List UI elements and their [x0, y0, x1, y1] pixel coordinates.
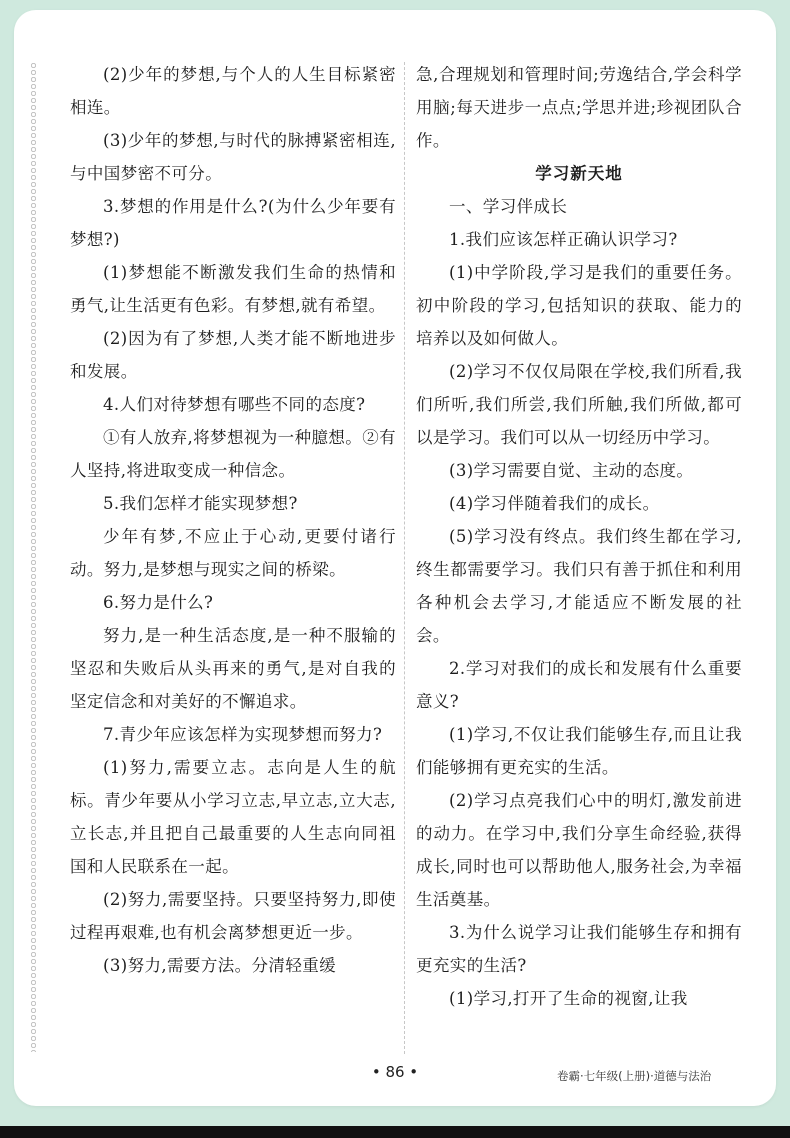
left-paragraph: (2)因为有了梦想,人类才能不断地进步和发展。 [70, 329, 396, 381]
subsection-heading: 一、学习伴成长 [449, 197, 568, 216]
right-paragraph: (1)学习,不仅让我们能够生存,而且让我们能够拥有更充实的生活。 [416, 725, 742, 777]
right-paragraph: (2)学习点亮我们心中的明灯,激发前进的动力。在学习中,我们分享生命经验,获得成长,同时也可以帮助他人,服务社会,为幸福生活奠基。 [416, 791, 742, 909]
right-column [416, 58, 742, 1015]
right-question: 3.为什么说学习让我们能够生存和拥有更充实的生活? [416, 923, 742, 975]
right-paragraph: (1)中学阶段,学习是我们的重要任务。初中阶段的学习,包括知识的获取、能力的培养以及如何做人。 [416, 263, 742, 348]
left-question: 7.青少年应该怎样为实现梦想而努力? [103, 725, 383, 744]
page-number: • 86 • [371, 1063, 419, 1081]
left-question: 4.人们对待梦想有哪些不同的态度? [103, 395, 366, 414]
book-title: 卷霸·七年级(上册)·道德与法治 [557, 1069, 712, 1083]
right-paragraph: (5)学习没有终点。我们终生都在学习,终生都需要学习。我们只有善于抓住和利用各种机会去学习,才能适应不断发展的社会。 [416, 527, 742, 645]
left-paragraph: (2)少年的梦想,与个人的人生目标紧密相连。 [70, 65, 396, 117]
left-paragraph: (3)少年的梦想,与时代的脉搏紧密相连,与中国梦密不可分。 [70, 131, 396, 183]
left-question: 5.我们怎样才能实现梦想? [103, 494, 298, 513]
column-divider [404, 62, 405, 1054]
binding-chain-decoration [30, 62, 37, 1052]
left-question: 3.梦想的作用是什么?(为什么少年要有梦想?) [70, 197, 396, 249]
left-paragraph: (2)努力,需要坚持。只要坚持努力,即使过程再艰难,也有机会离梦想更近一步。 [70, 890, 396, 942]
right-paragraph: (1)学习,打开了生命的视窗,让我 [449, 989, 688, 1008]
right-paragraph: (3)学习需要自觉、主动的态度。 [449, 461, 694, 480]
right-paragraph: (4)学习伴随着我们的成长。 [449, 494, 660, 513]
left-paragraph: (1)梦想能不断激发我们生命的热情和勇气,让生活更有色彩。有梦想,就有希望。 [70, 263, 396, 315]
right-question: 2.学习对我们的成长和发展有什么重要意义? [416, 659, 742, 711]
left-question: 6.努力是什么? [103, 593, 214, 612]
bottom-band [0, 1126, 790, 1138]
left-paragraph: 努力,是一种生活态度,是一种不服输的坚忍和失败后从头再来的勇气,是对自我的坚定信念和对美好的不懈追求。 [70, 626, 396, 711]
right-paragraph: 急,合理规划和管理时间;劳逸结合,学会科学用脑;每天进步一点点;学思并进;珍视团队合作。 [416, 65, 742, 150]
left-paragraph: 少年有梦,不应止于心动,更要付诸行动。努力,是梦想与现实之间的桥梁。 [70, 527, 396, 579]
left-paragraph: ①有人放弃,将梦想视为一种臆想。②有人坚持,将进取变成一种信念。 [70, 428, 396, 480]
left-paragraph: (3)努力,需要方法。分清轻重缓 [103, 956, 337, 975]
right-question: 1.我们应该怎样正确认识学习? [449, 230, 678, 249]
section-heading: 学习新天地 [535, 164, 623, 183]
right-paragraph: (2)学习不仅仅局限在学校,我们所看,我们所听,我们所尝,我们所触,我们所做,都可以是学习。我们可以从一切经历中学习。 [416, 362, 742, 447]
left-paragraph: (1)努力,需要立志。志向是人生的航标。青少年要从小学习立志,早立志,立大志,立长志,并且把自己最重要的人生志向同祖国和人民联系在一起。 [70, 758, 396, 876]
left-column [70, 58, 396, 982]
